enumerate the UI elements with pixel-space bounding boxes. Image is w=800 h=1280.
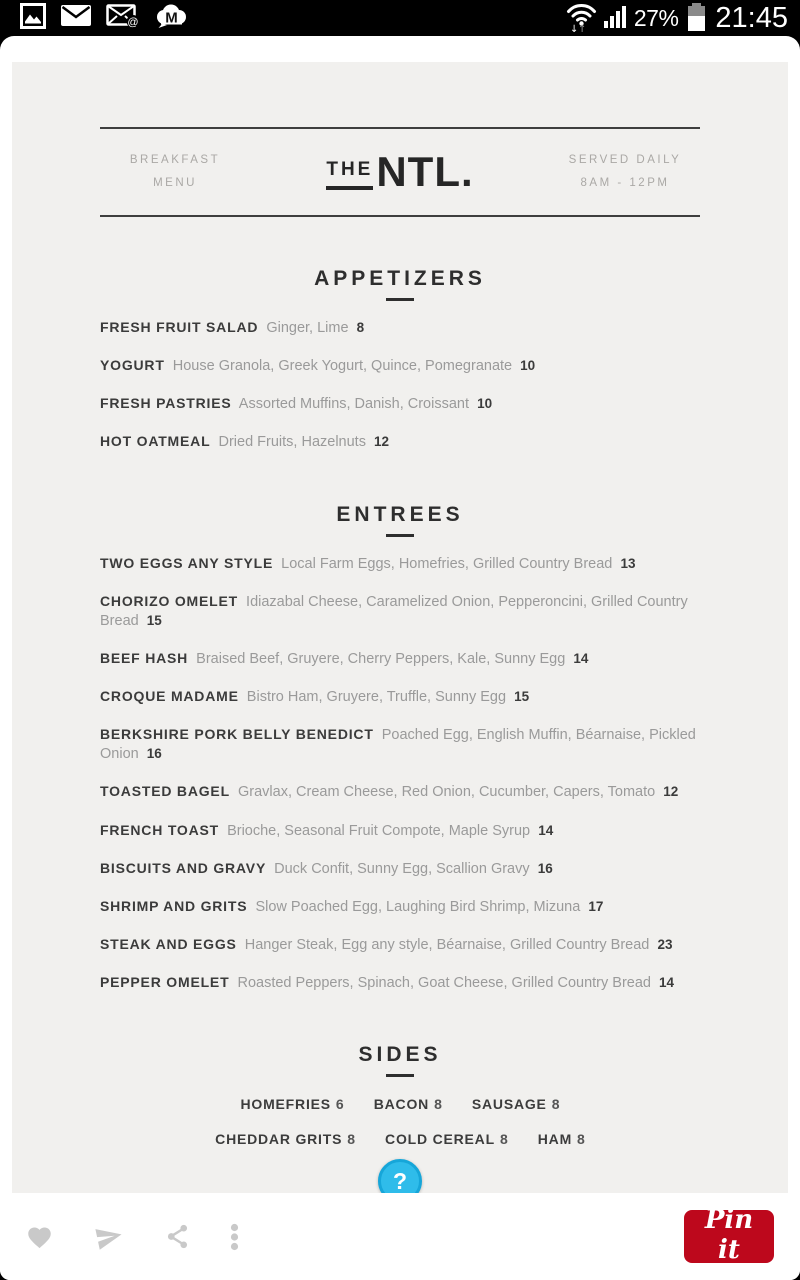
side-price: 8 — [577, 1131, 585, 1148]
item-desc: Ginger, Lime — [266, 320, 349, 336]
item-price: 14 — [659, 975, 675, 990]
side-item — [538, 1131, 585, 1147]
side-price: 8 — [434, 1096, 442, 1113]
item-name: STEAK AND EGGS — [100, 935, 237, 952]
item-price: 16 — [537, 860, 553, 876]
svg-text:↓: ↓ — [569, 23, 579, 32]
side-item — [385, 1131, 508, 1147]
item-name: BERKSHIRE PORK BELLY BENEDICT — [100, 726, 374, 743]
item-price: 17 — [588, 898, 604, 914]
side-item — [374, 1096, 442, 1112]
battery-icon — [688, 6, 705, 31]
item-price: 8 — [356, 320, 365, 335]
heart-icon[interactable] — [26, 1224, 53, 1249]
header-bottom-rule — [100, 215, 700, 217]
messenger-m-icon — [155, 3, 187, 34]
email-icon — [61, 5, 91, 31]
section-underline — [386, 1074, 414, 1077]
section-title-sides: SIDES — [358, 1043, 442, 1067]
menu-type-label: BREAKFAST MENU — [129, 154, 221, 189]
side-price: 8 — [499, 1131, 508, 1148]
item-desc: Hanger Steak, Egg any style, Béarnaise, Grilled Country Bread — [244, 936, 650, 953]
section-title-entrees: ENTREES — [336, 502, 464, 526]
item-desc: House Granola, Greek Yogurt, Quince, Pomegranate — [172, 358, 513, 375]
clock: 21:45 — [715, 1, 788, 34]
item-price: 10 — [477, 396, 493, 412]
pin-it-button[interactable]: Pin it — [684, 1210, 774, 1263]
item-name: BISCUITS AND GRAVY — [100, 859, 267, 876]
item-name: FRENCH TOAST — [100, 821, 220, 838]
item-name: TWO EGGS ANY STYLE — [100, 554, 274, 571]
side-name: CHEDDAR GRITS — [215, 1131, 343, 1148]
signal-icon — [604, 4, 627, 33]
item-desc: Brioche, Seasonal Fruit Compote, Maple Syrup — [227, 822, 531, 839]
entrees-list — [100, 554, 700, 994]
item-desc: Slow Poached Egg, Laughing Bird Shrimp, Mizuna — [255, 898, 581, 915]
item-desc: Bistro Ham, Gruyere, Truffle, Sunny Egg — [246, 689, 507, 705]
side-name: HOMEFRIES — [240, 1096, 331, 1113]
svg-text:↑: ↑ — [577, 23, 587, 32]
svg-text:M: M — [165, 9, 178, 26]
item-name: PEPPER OMELET — [100, 974, 230, 990]
section-underline — [386, 298, 414, 301]
item-name: SHRIMP AND GRITS — [100, 897, 248, 914]
item-desc: Roasted Peppers, Spinach, Goat Cheese, Grilled Country Bread — [237, 975, 651, 991]
appetizers-list — [100, 318, 700, 453]
menu-item — [100, 821, 700, 841]
item-name: CHORIZO OMELET — [100, 592, 238, 609]
menu-item — [100, 782, 700, 802]
item-desc: Dried Fruits, Hazelnuts — [218, 434, 366, 451]
logo-the: THE — [326, 160, 373, 190]
item-name: BEEF HASH — [100, 649, 189, 666]
menu-header — [100, 129, 700, 215]
side-name: BACON — [373, 1096, 430, 1113]
section-underline — [386, 534, 414, 537]
menu-item — [100, 432, 700, 452]
item-price: 14 — [538, 822, 554, 838]
menu-item — [100, 973, 700, 993]
side-item — [215, 1131, 355, 1147]
menu-item — [100, 592, 700, 631]
pin-detail-screen — [0, 36, 800, 1280]
sides-row-2 — [100, 1131, 700, 1147]
item-desc: Gravlax, Cream Cheese, Red Onion, Cucumber, Capers, Tomato — [238, 784, 656, 801]
side-name: SAUSAGE — [471, 1096, 547, 1113]
item-desc: Idiazabal Cheese, Caramelized Onion, Pepperoncini, Grilled Country Bread — [100, 593, 688, 629]
svg-text:@: @ — [127, 16, 139, 28]
side-price: 6 — [335, 1096, 344, 1113]
item-price: 14 — [573, 650, 589, 666]
system-status-icons — [566, 0, 788, 37]
item-desc: Duck Confit, Sunny Egg, Scallion Gravy — [274, 860, 530, 877]
status-bar — [0, 0, 800, 36]
item-name: FRESH FRUIT SALAD — [100, 319, 259, 335]
help-button[interactable]: ? — [378, 1159, 422, 1193]
item-name: TOASTED BAGEL — [100, 783, 230, 800]
side-item — [240, 1096, 343, 1112]
side-item — [472, 1096, 560, 1112]
item-desc: Braised Beef, Gruyere, Cherry Peppers, Kale, Sunny Egg — [196, 650, 566, 667]
menu-item — [100, 725, 700, 764]
menu-item — [100, 897, 700, 917]
item-price: 12 — [663, 784, 679, 800]
menu-item — [100, 554, 700, 574]
send-icon[interactable] — [93, 1223, 125, 1251]
email-at-icon — [106, 4, 140, 33]
menu-item — [100, 859, 700, 879]
item-name: FRESH PASTRIES — [100, 395, 232, 412]
side-name: HAM — [537, 1131, 573, 1148]
menu-item — [100, 935, 700, 955]
side-price: 8 — [551, 1096, 560, 1113]
section-title-appetizers: APPETIZERS — [314, 267, 486, 290]
pin-image-menu[interactable] — [12, 62, 788, 1193]
gallery-icon — [20, 3, 46, 34]
item-desc: Assorted Muffins, Danish, Croissant — [238, 396, 469, 413]
item-name: YOGURT — [100, 357, 165, 374]
item-price: 15 — [514, 689, 530, 704]
menu-item — [100, 687, 700, 707]
item-name: HOT OATMEAL — [100, 433, 211, 450]
pin-action-bar — [0, 1193, 800, 1280]
item-price: 13 — [620, 555, 636, 571]
item-desc: Local Farm Eggs, Homefries, Grilled Country Bread — [281, 555, 613, 572]
overflow-icon[interactable] — [230, 1223, 239, 1251]
restaurant-logo — [326, 147, 474, 195]
item-price: 12 — [374, 434, 390, 450]
menu-item — [100, 356, 700, 376]
wifi-icon — [566, 0, 597, 37]
item-desc: Poached Egg, English Muffin, Béarnaise, Pickled Onion — [100, 727, 696, 763]
menu-item — [100, 318, 700, 338]
logo-name: NTL. — [376, 147, 474, 195]
item-name: CROQUE MADAME — [100, 688, 239, 704]
item-price: 16 — [146, 746, 162, 762]
notification-icons — [20, 3, 187, 34]
side-name: COLD CEREAL — [385, 1131, 495, 1148]
item-price: 23 — [657, 936, 673, 952]
menu-item — [100, 394, 700, 414]
sides-row-1 — [100, 1096, 700, 1112]
battery-percent: 27% — [633, 4, 679, 31]
share-icon[interactable] — [165, 1223, 190, 1250]
serving-hours-label: SERVED DAILY 8AM - 12PM — [568, 154, 682, 189]
menu-item — [100, 649, 700, 669]
item-price: 15 — [146, 612, 162, 628]
side-price: 8 — [347, 1131, 356, 1148]
item-price: 10 — [520, 358, 536, 374]
